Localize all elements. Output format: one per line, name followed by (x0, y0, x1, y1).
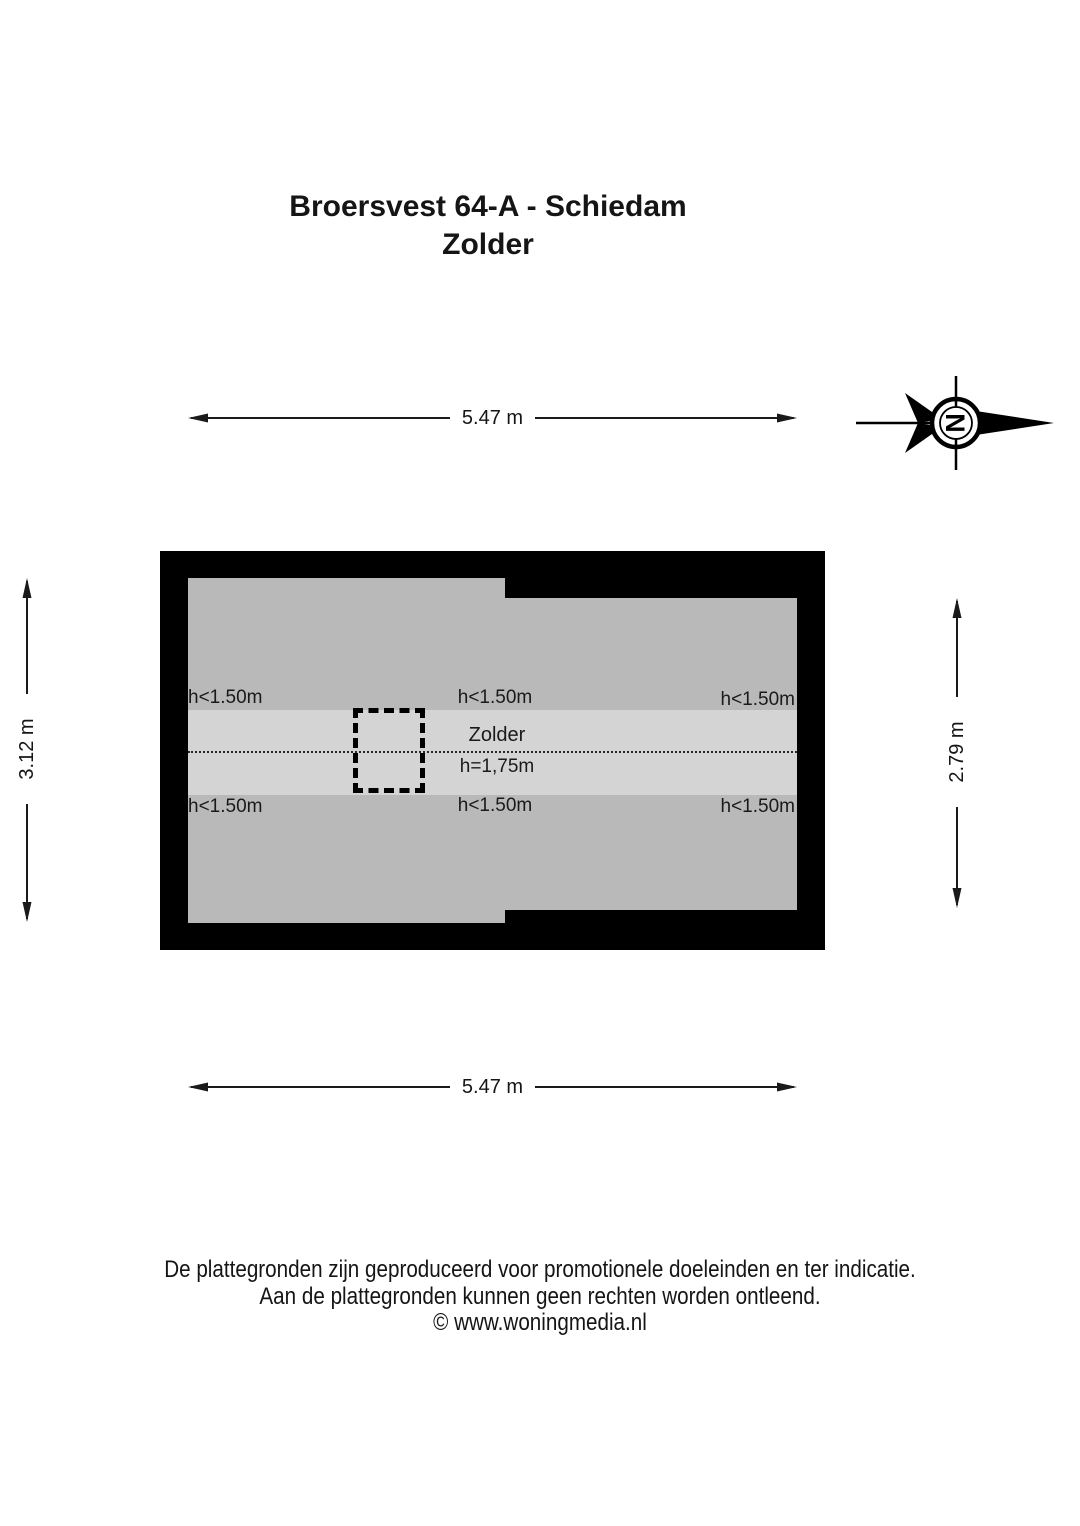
dimension-top-value: 5.47 m (450, 405, 535, 431)
footer-disclaimer (76, 1257, 1005, 1337)
floorplan (160, 551, 825, 950)
dimension-arrow-line (188, 1073, 797, 1101)
title-address: Broersvest 64-A - Schiedam (289, 190, 687, 223)
footer-line-1: De plattegronden zijn geproduceerd voor promotionele doeleinden en ter indicatie. (164, 1256, 916, 1283)
dimension-arrow-line (188, 404, 797, 432)
title-floor: Zolder (442, 228, 534, 261)
height-label-bottom-left: h<1.50m (188, 796, 263, 817)
dimension-left-value: 3.12 m (14, 694, 40, 804)
ridge-height-label: h=1,75m (459, 756, 535, 777)
compass-arrow (976, 411, 1054, 435)
dimension-right-value: 2.79 m (944, 697, 970, 807)
dimension-bottom-value: 5.47 m (450, 1074, 535, 1100)
height-label-top-middle: h<1.50m (457, 687, 533, 708)
height-label-bottom-right: h<1.50m (720, 796, 795, 817)
stair-opening (353, 708, 425, 793)
height-label-bottom-middle: h<1.50m (457, 795, 533, 816)
north-compass-icon (850, 371, 1060, 475)
compass-letter: N (940, 413, 970, 433)
dimension-top (188, 404, 797, 432)
ridge-line (188, 751, 797, 753)
footer-copyright: © www.woningmedia.nl (433, 1309, 647, 1336)
room-label: Zolder (468, 724, 526, 746)
footer-line-2: Aan de plattegronden kunnen geen rechten worden ontleend. (259, 1282, 821, 1310)
dimension-bottom (188, 1073, 797, 1101)
height-label-top-right: h<1.50m (720, 689, 795, 710)
page-title (92, 188, 884, 264)
height-label-top-left: h<1.50m (188, 687, 263, 708)
